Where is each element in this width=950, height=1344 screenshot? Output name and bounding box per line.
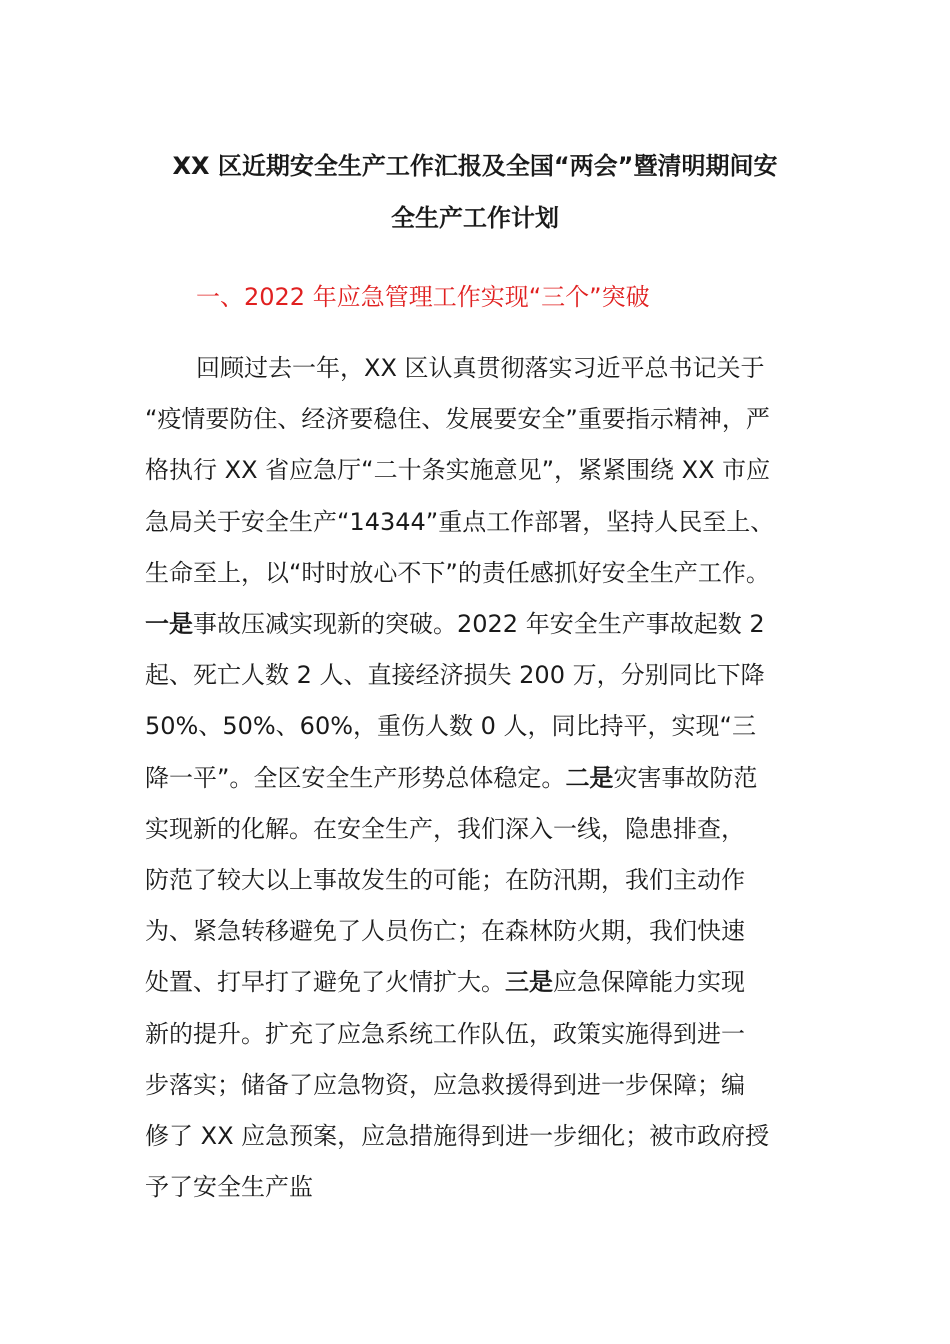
body-line [145,454,805,486]
body-text: 实现新的化解。在安全生产，我们深入一线，隐患排查， [145,814,745,843]
body-line [145,1069,805,1101]
section-heading: 一、2022 年应急管理工作实现“三个”突破 [196,283,650,311]
body-text: 为、紧急转移避免了人员伤亡；在森林防火期，我们快速 [145,917,745,946]
body-line [145,813,805,845]
body-line [145,915,805,947]
body-text: 起、死亡人数 2 人、直接经济损失 200 万，分别同比下降 [145,661,765,690]
document-title-line-1: XX 区近期安全生产工作汇报及全国“两会”暨清明期间安 [172,152,778,180]
body-text: 事故压减实现新的突破。2022 年安全生产事故起数 2 [193,610,765,638]
body-text: 急局关于安全生产“14344”重点工作部署，坚持人民至上、 [145,507,775,536]
body-line [145,966,805,998]
body-text: 降一平”。全区安全生产形势总体稳定。 [145,763,566,792]
body-line [145,403,805,435]
document-title-line-2: 全生产工作计划 [391,204,559,232]
body-text: 回顾过去一年，XX 区认真贯彻落实习近平总书记关于 [196,354,765,382]
body-line [145,506,805,538]
body-line [145,659,805,691]
body-text: 防范了较大以上事故发生的可能；在防汛期，我们主动作 [145,866,745,894]
body-emphasis: 三是 [505,968,553,997]
body-text: “疫情要防住、经济要稳住、发展要安全”重要指示精神，严 [145,405,770,434]
body-line [145,864,805,896]
body-text: 生命至上，以“时时放心不下”的责任感抓好安全生产工作。 [145,558,770,587]
body-emphasis: 一是 [145,610,193,638]
body-line [145,608,805,640]
body-line [145,1171,805,1203]
body-line [196,352,806,384]
body-line [145,762,805,794]
body-text: 修了 XX 应急预案，应急措施得到进一步细化；被市政府授 [145,1122,770,1150]
body-line [145,557,805,589]
body-text: 予了安全生产监 [145,1173,313,1202]
body-text: 新的提升。扩充了应急系统工作队伍，政策实施得到进一 [145,1019,745,1048]
body-emphasis: 二是 [565,763,614,792]
body-line [145,710,805,742]
body-text: 处置、打早打了避免了火情扩大。 [145,968,505,997]
body-line [145,1120,805,1152]
body-text: 格执行 XX 省应急厅“二十条实施意见”，紧紧围绕 XX 市应 [145,456,771,485]
body-line [145,1018,805,1050]
body-text: 灾害事故防范 [613,763,758,792]
body-text: 50%、50%、60%，重伤人数 0 人，同比持平，实现“三 [145,712,756,741]
body-text: 步落实；储备了应急物资，应急救援得到进一步保障；编 [145,1070,745,1099]
body-text: 应急保障能力实现 [553,968,745,997]
